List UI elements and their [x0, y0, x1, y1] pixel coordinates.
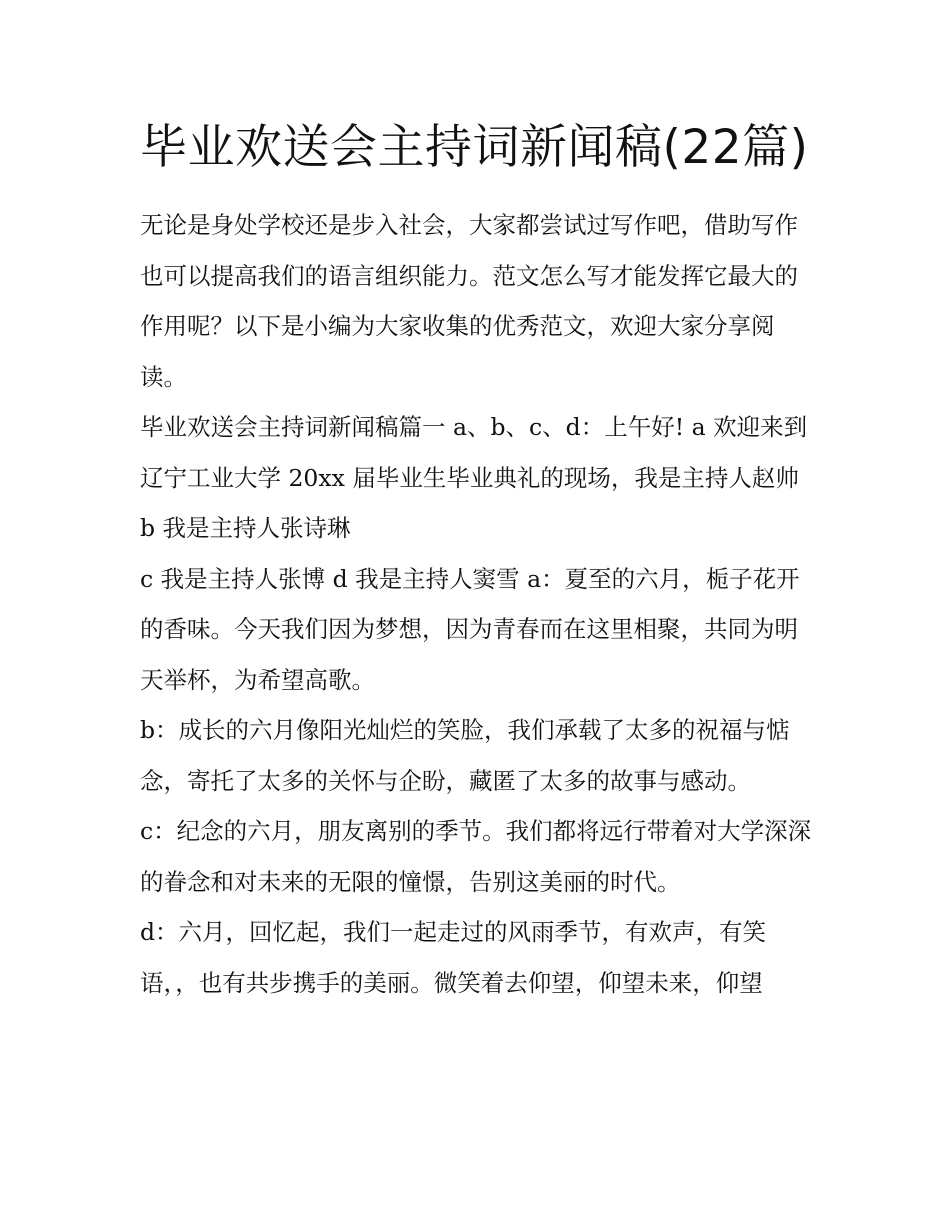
document-page — [140, 112, 820, 1008]
paragraph-b: b：成长的六月像阳光灿烂的笑脸，我们承载了太多的祝福与惦念，寄托了太多的关怀与企盼，藏匿了太多的故事与感动。 — [140, 716, 790, 795]
paragraph-d: d：六月，回忆起，我们一起走过的风雨季节，有欢声，有笑语，，也有共步携手的美丽。微笑着去仰望，仰望未来，仰望 — [140, 918, 767, 997]
paragraph-intro: 无论是身处学校还是步入社会，大家都尝试过写作吧，借助写作也可以提高我们的语言组织能力。范文怎么写才能发挥它最大的作用呢？以下是小编为大家收集的优秀范文，欢迎大家分享阅读。 — [140, 211, 798, 391]
document-body — [140, 200, 820, 1008]
paragraph-opening: 毕业欢送会主持词新闻稿篇一 a、b、c、d：上午好! a 欢迎来到辽宁工业大学 20xx 届毕业生毕业典礼的现场，我是主持人赵帅 b 我是主持人张诗琳 — [140, 413, 808, 542]
paragraph-c: c：纪念的六月，朋友离别的季节。我们都将远行带着对大学深深的眷念和对未来的无限的憧憬，告别这美丽的时代。 — [140, 817, 812, 896]
document-title: 毕业欢送会主持词新闻稿(22篇) — [140, 120, 809, 175]
paragraph-hosts: c 我是主持人张博 d 我是主持人窦雪 a：夏至的六月，栀子花开的香味。今天我们因为梦想，因为青春而在这里相聚，共同为明天举杯，为希望高歌。 — [140, 564, 800, 694]
